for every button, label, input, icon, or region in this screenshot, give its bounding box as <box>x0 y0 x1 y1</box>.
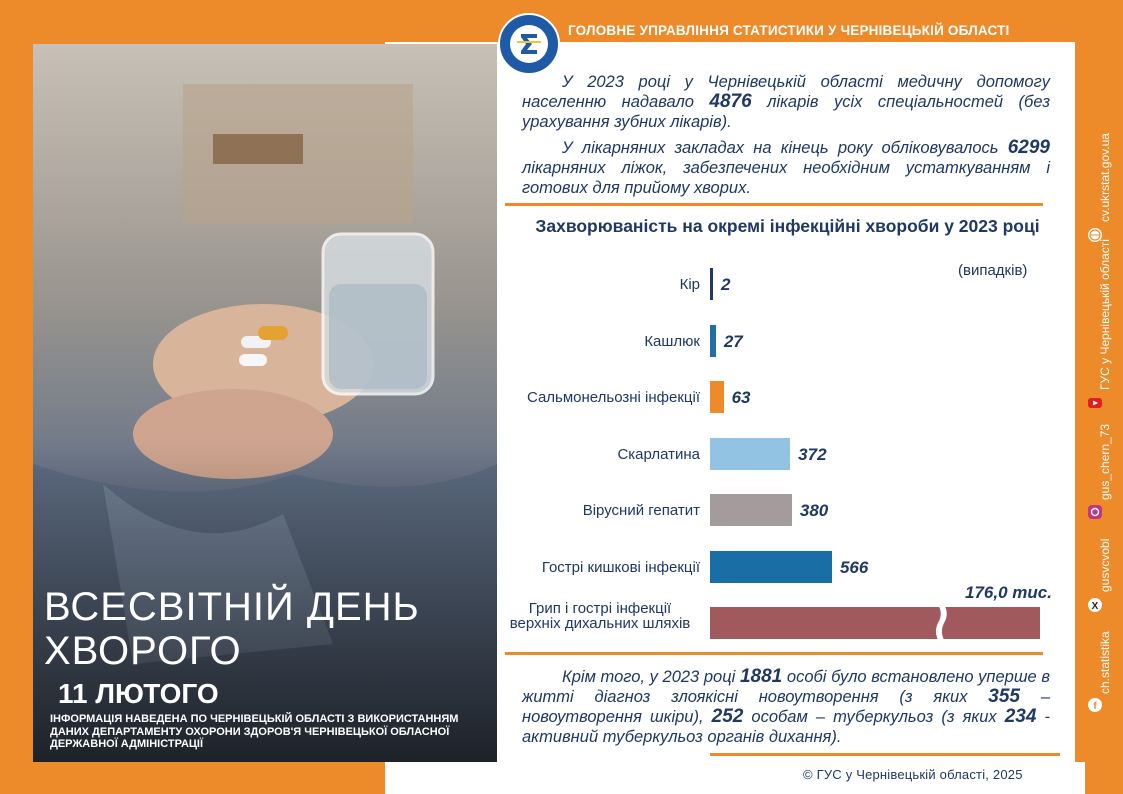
facebook-handle[interactable]: ch.statistika <box>1098 631 1112 694</box>
chart-bar <box>710 381 724 413</box>
intro-paragraph-2 <box>522 138 1050 198</box>
divider-middle <box>505 652 1043 655</box>
chart-bar <box>710 494 792 526</box>
doctors-count: 4876 <box>709 91 752 112</box>
category-label: Гострі кишкові інфекції <box>541 558 700 576</box>
x-icon[interactable] <box>1087 597 1103 613</box>
divider-top <box>505 203 1043 206</box>
poster-title-line2: ХВОРОГО <box>44 629 242 673</box>
tuberculosis-count: 252 <box>711 706 744 727</box>
beds-count: 6299 <box>1007 137 1050 158</box>
footer-text-b: особі було встановлено уперше в житті діагноз злоякісні новоутворення (з яких <box>522 668 1050 706</box>
value-label: 176,0 тис. <box>965 583 1052 602</box>
poster-note: ІНФОРМАЦІЯ НАВЕДЕНА ПО ЧЕРНІВЕЦЬКІЙ ОБЛАСТІ З ВИКОРИСТАННЯМ ДАНИХ ДЕПАРТАМЕНТУ ОХОРОНИ ЗДОРОВ'Я ЧЕРНІВЕЦЬКОЇ ОБЛАСНОЇ ДЕРЖАВНОЇ АДМІНІСТРАЦІЇ <box>50 713 459 750</box>
chart-bar <box>710 268 713 300</box>
chart-bar <box>710 607 1040 639</box>
value-label: 380 <box>799 501 829 520</box>
intro-p2-text-b: лікарняних ліжок, забезпечених необхідним устаткуванням і готових для прийому хворих. <box>522 159 1050 197</box>
footer-text-d: особам – туберкульоз (з яких <box>743 708 1005 726</box>
chart-bar <box>710 438 790 470</box>
chart-bar <box>710 325 716 357</box>
instagram-handle[interactable]: gus_chern_73 <box>1098 423 1112 500</box>
instagram-icon[interactable] <box>1087 504 1103 520</box>
chart-bar <box>710 551 832 583</box>
category-label: Грип і гострі інфекції верхніх дихальних шляхів <box>509 600 691 632</box>
value-label: 372 <box>798 444 827 464</box>
chart-units: (випадків) <box>958 262 1028 279</box>
website-link[interactable]: cv.ukrstat.gov.ua <box>1098 133 1112 222</box>
poster-date: 11 ЛЮТОГО <box>58 678 219 709</box>
globe-icon[interactable] <box>1087 227 1103 243</box>
category-label: Кір <box>679 276 700 293</box>
x-handle[interactable]: gusvcvobl <box>1098 538 1112 592</box>
category-label: Сальмонельозні інфекції <box>526 389 700 406</box>
footer-text-c: – новоутворення шкіри), <box>522 688 1050 726</box>
intro-paragraph-1 <box>522 72 1050 132</box>
svg-text:f: f <box>1093 701 1097 712</box>
footer-paragraph <box>522 667 1050 747</box>
value-label: 566 <box>839 557 869 577</box>
active-tb-count: 234 <box>1004 706 1037 727</box>
poster-title <box>44 585 420 673</box>
poster-title-line1: ВСЕСВІТНІЙ ДЕНЬ <box>44 585 420 629</box>
axis-break-mark <box>934 603 948 643</box>
value-label: 27 <box>723 331 743 351</box>
footer-text-e: - активний туберкульоз органів дихання). <box>522 708 1050 746</box>
svg-text:X: X <box>1091 601 1099 612</box>
category-label: Кашлюк <box>644 332 700 350</box>
intro-p1-text-a: У 2023 році у Чернівецькій області медичну допомогу населенню надавало <box>522 73 1050 111</box>
divider-bottom <box>710 753 1060 756</box>
intro-p2-text-a: У лікарняних закладах на кінець року обліковувалось <box>562 139 1008 157</box>
value-label: 63 <box>731 388 751 407</box>
copyright: © ГУС у Чернівецькій області, 2025 <box>803 767 1023 782</box>
footer-text-a: Крім того, у 2023 році <box>562 668 740 686</box>
derzhstat-logo <box>497 12 561 76</box>
chart-title: Захворюваність на окремі інфекційні хвороби у 2023 році <box>535 216 1040 236</box>
cancer-count: 1881 <box>739 666 783 687</box>
value-label: 2 <box>721 275 731 294</box>
facebook-icon[interactable] <box>1087 697 1103 713</box>
skin-cancer-count: 355 <box>988 686 1020 707</box>
youtube-handle[interactable]: ГУС у Чернівецькій області <box>1098 239 1112 390</box>
category-label: Вірусний гепатит <box>582 502 700 519</box>
header-title: ГОЛОВНЕ УПРАВЛІННЯ СТАТИСТИКИ У ЧЕРНІВЕЦЬКІЙ ОБЛАСТІ <box>568 23 1010 38</box>
intro-p1-text-b: лікарів усіх спеціальностей (без урахування зубних лікарів). <box>522 93 1050 131</box>
youtube-icon[interactable] <box>1087 395 1103 411</box>
category-label: Скарлатина <box>617 445 700 463</box>
